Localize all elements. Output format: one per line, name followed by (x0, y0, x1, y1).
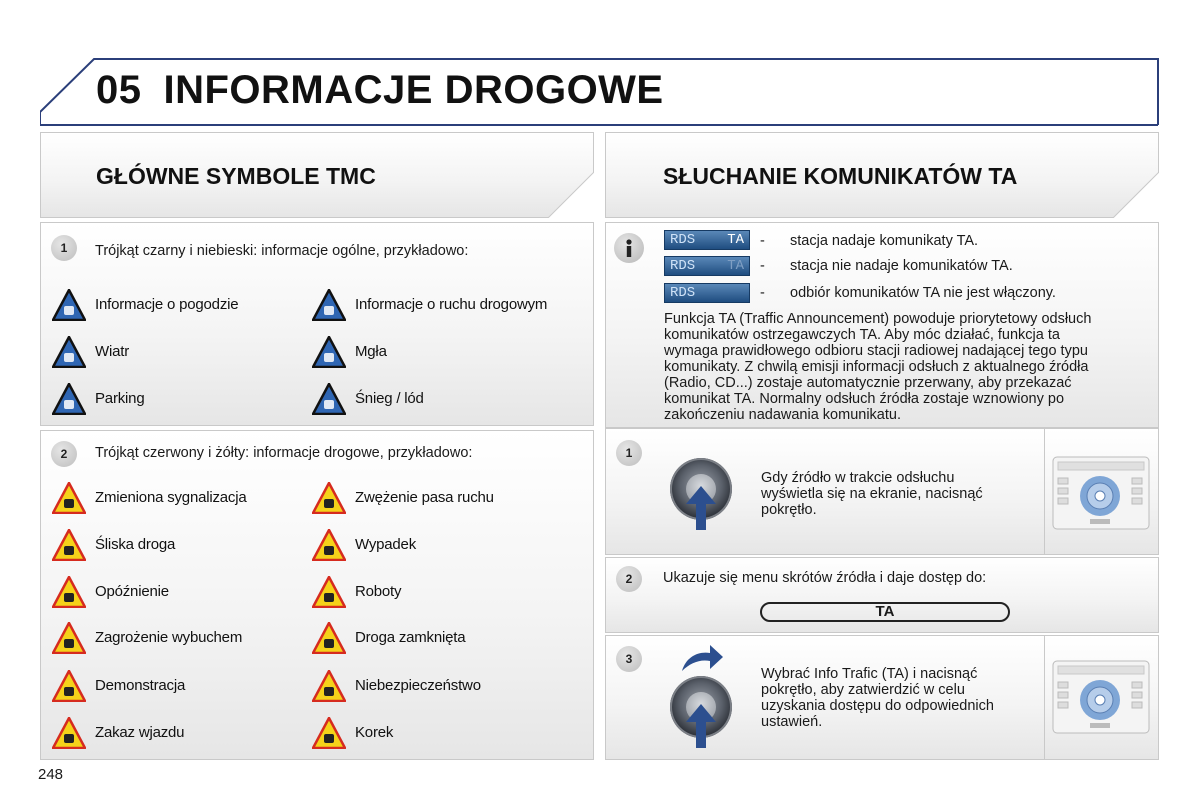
step-3-text (761, 666, 994, 730)
paragraph-line: uzyskania dostępu do odpowiednich (761, 698, 994, 714)
tmc-warning-triangle-icon (52, 622, 86, 659)
ta-status-text: stacja nie nadaje komunikatów TA. (790, 258, 1013, 274)
paragraph-line: komunikat TA. Normalny odsłuch źródła zostaje wznowiony po (664, 391, 1065, 407)
paragraph-line: komunikatów ostrzegawczych TA. Aby móc działać, funkcja ta (664, 327, 1060, 343)
list-dash: - (760, 233, 765, 249)
tmc-symbol-label: Demonstracja (95, 677, 186, 694)
tmc-warning-triangle-icon (312, 576, 346, 613)
ta-label: TA (727, 258, 744, 274)
paragraph-line: ustawień. (761, 714, 823, 730)
group-general-intro: Trójkąt czarny i niebieski: informacje ogólne, przykładowo: (95, 243, 469, 259)
press-arrow-icon (686, 704, 716, 748)
chapter-number: 05 (96, 68, 142, 112)
chapter-name: INFORMACJE DROGOWE (163, 68, 664, 112)
rds-label: RDS (670, 285, 696, 301)
tmc-symbol-label: Zagrożenie wybuchem (95, 629, 243, 646)
tmc-warning-triangle-icon (312, 529, 346, 566)
ta-status-text: stacja nadaje komunikaty TA. (790, 233, 979, 249)
press-arrow-icon (686, 486, 716, 530)
tmc-info-triangle-icon (312, 289, 346, 326)
tmc-symbol-label: Śliska droga (95, 536, 176, 553)
step-divider (1044, 635, 1045, 760)
list-dash: - (760, 285, 765, 301)
tmc-warning-triangle-icon (52, 717, 86, 754)
step-divider (1044, 428, 1045, 555)
tmc-symbol-label: Roboty (355, 583, 402, 600)
tmc-symbol-label: Informacje o pogodzie (95, 296, 239, 313)
tmc-symbol-label: Opóźnienie (95, 583, 169, 600)
page-number: 248 (38, 766, 64, 783)
step-badge: 3 (616, 646, 642, 672)
tmc-symbol-label: Zakaz wjazdu (95, 724, 185, 741)
info-icon (614, 233, 644, 263)
paragraph-line: Wybrać Info Trafic (TA) i nacisnąć (761, 666, 978, 682)
chapter-title (96, 68, 664, 113)
tmc-symbol-label: Śnieg / lód (355, 390, 424, 407)
tmc-warning-triangle-icon (52, 529, 86, 566)
tmc-symbol-label: Niebezpieczeństwo (355, 677, 481, 694)
rotate-arrow-icon (680, 643, 724, 673)
step-badge: 1 (51, 235, 77, 261)
tmc-symbol-label: Korek (355, 724, 394, 741)
tmc-symbol-label: Wypadek (355, 536, 416, 553)
ta-label: TA (727, 232, 744, 248)
tmc-info-triangle-icon (312, 383, 346, 420)
tmc-warning-triangle-icon (52, 482, 86, 519)
step-badge: 2 (51, 441, 77, 467)
step-badge: 2 (616, 566, 642, 592)
tmc-warning-triangle-icon (312, 482, 346, 519)
tmc-symbol-label: Wiatr (95, 343, 129, 360)
tmc-info-triangle-icon (52, 289, 86, 326)
paragraph-line: wymaga prawidłowego odbioru stacji radiowej nadającej tego typu (664, 343, 1088, 359)
tmc-symbol-label: Zwężenie pasa ruchu (355, 489, 494, 506)
tmc-warning-triangle-icon (312, 670, 346, 707)
tmc-info-triangle-icon (52, 383, 86, 420)
tmc-symbol-label: Mgła (355, 343, 387, 360)
ta-header-corner (1099, 172, 1159, 218)
ta-description (664, 311, 1154, 423)
tmc-symbol-label: Parking (95, 390, 145, 407)
tmc-info-triangle-icon (52, 336, 86, 373)
paragraph-line: pokrętło, aby zatwierdzić w celu (761, 682, 965, 698)
tmc-warning-triangle-icon (312, 622, 346, 659)
step-1-text (761, 470, 983, 518)
tmc-symbol-label: Droga zamknięta (355, 629, 466, 646)
group-traffic-intro: Trójkąt czerwony i żółty: informacje drogowe, przykładowo: (95, 445, 473, 461)
tmc-warning-triangle-icon (52, 670, 86, 707)
paragraph-line: zakończeniu nadawania komunikatu. (664, 407, 901, 423)
step-badge: 1 (616, 440, 642, 466)
paragraph-line: (Radio, CD...) zostaje automatycznie przerwany, aby przekazać (664, 375, 1072, 391)
paragraph-line: komunikaty. Z chwilą emisji informacji odsłuch z aktualnego źródła (664, 359, 1089, 375)
tmc-symbol-label: Zmieniona sygnalizacja (95, 489, 247, 506)
paragraph-line: wyświetla się na ekranie, nacisnąć (761, 486, 983, 502)
rds-ta-display-unavailable (664, 256, 750, 276)
paragraph-line: Gdy źródło w trakcie odsłuchu (761, 470, 955, 486)
rds-ta-display-active (664, 230, 750, 250)
ta-status-text: odbiór komunikatów TA nie jest włączony. (790, 285, 1056, 301)
tmc-header-corner (534, 172, 594, 218)
tmc-section-title: GŁÓWNE SYMBOLE TMC (96, 163, 376, 189)
rds-label: RDS (670, 258, 696, 274)
ta-menu-button[interactable]: TA (760, 602, 1010, 622)
radio-panel-illustration (1052, 456, 1150, 530)
tmc-warning-triangle-icon (52, 576, 86, 613)
tmc-symbol-label: Informacje o ruchu drogowym (355, 296, 548, 313)
ta-section-title: SŁUCHANIE KOMUNIKATÓW TA (663, 163, 1018, 189)
step-2-text: Ukazuje się menu skrótów źródła i daje dostęp do: (663, 570, 987, 586)
radio-panel-illustration (1052, 660, 1150, 734)
list-dash: - (760, 258, 765, 274)
rds-label: RDS (670, 232, 696, 248)
paragraph-line: Funkcja TA (Traffic Announcement) powoduje priorytetowy odsłuch (664, 311, 1092, 327)
tmc-info-triangle-icon (312, 336, 346, 373)
tmc-warning-triangle-icon (312, 717, 346, 754)
paragraph-line: pokrętło. (761, 502, 817, 518)
rds-display-ta-off (664, 283, 750, 303)
